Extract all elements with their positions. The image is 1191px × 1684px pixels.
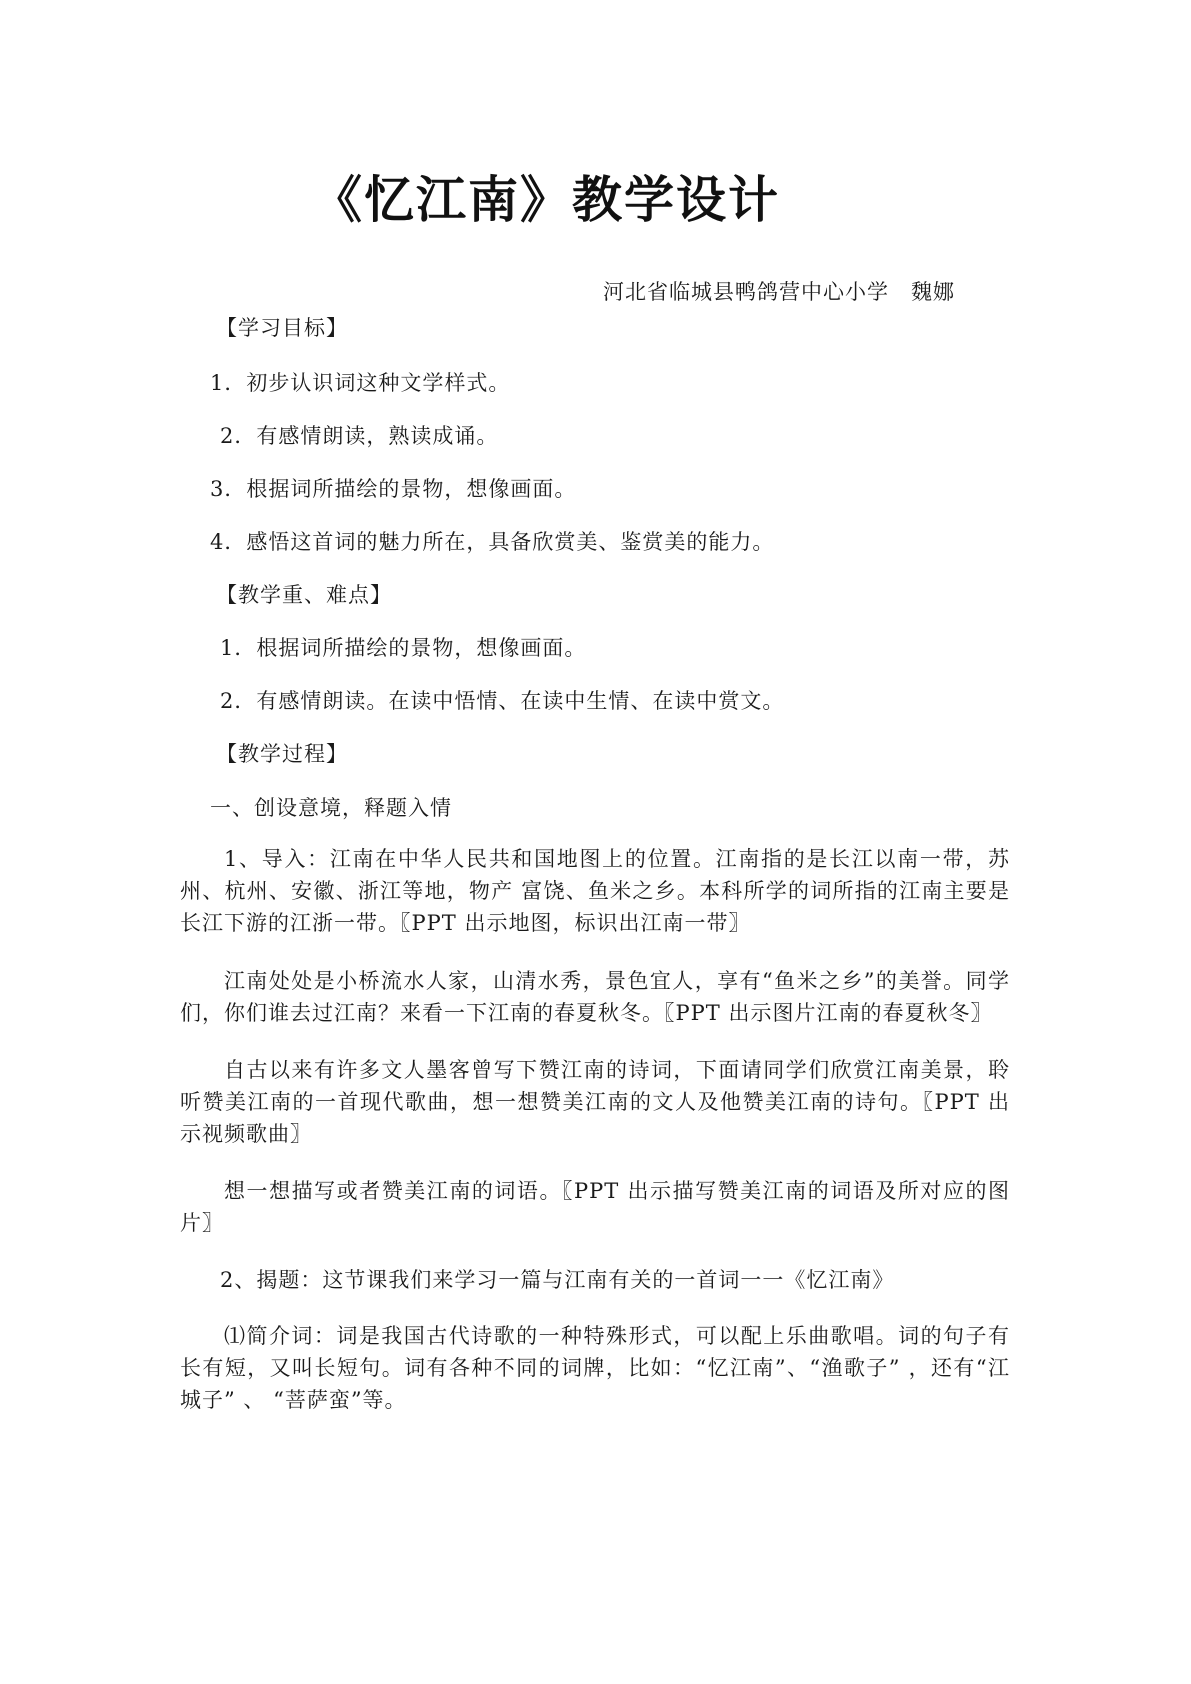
paragraph-words: 想一想描写或者赞美江南的词语。〖PPT 出示描写赞美江南的词语及所对应的图片〗: [180, 1179, 1010, 1235]
goal-item-4: 4．感悟这首词的魅力所在，具备欣赏美、鉴赏美的能力。: [210, 530, 775, 554]
goals-heading: 【学习目标】: [216, 316, 348, 340]
process-heading: 【教学过程】: [216, 742, 348, 766]
paragraph-ci-intro: ⑴简介词：词是我国古代诗歌的一种特殊形式，可以配上乐曲歌唱。词的句子有长有短，又叫长短句。词有各种不同的词牌，比如：“忆江南”、“渔歌子” ，还有“江城子” 、 “菩萨蛮”等。: [180, 1324, 1010, 1412]
key-point-item-2: 2．有感情朗读。在读中悟情、在读中生情、在读中赏文。: [220, 689, 785, 713]
paragraph-song: 自古以来有许多文人墨客曾写下赞江南的诗词，下面请同学们欣赏江南美景，聆听赞美江南的一首现代歌曲，想一想赞美江南的文人及他赞美江南的诗句。〖PPT 出示视频歌曲〗: [180, 1058, 1010, 1146]
goal-item-2: 2．有感情朗读，熟读成诵。: [220, 424, 499, 448]
author-line: 河北省临城县鸭鸽营中心小学 魏娜: [603, 280, 955, 304]
reveal-topic-line: 2、揭题：这节课我们来学习一篇与江南有关的一首词一一《忆江南》: [220, 1268, 895, 1292]
key-points-heading: 【教学重、难点】: [216, 583, 392, 607]
key-point-item-1: 1．根据词所描绘的景物，想像画面。: [220, 636, 587, 660]
process-step-1: 一、创设意境，释题入情: [210, 796, 452, 820]
document-title: 《忆江南》教学设计: [312, 171, 780, 229]
paragraph-intro-map: 1、导入：江南在中华人民共和国地图上的位置。江南指的是长江以南一带，苏州、杭州、安徽、浙江等地，物产 富饶、鱼米之乡。本科所学的词所指的江南主要是长江下游的江浙一带。〖PPT 出示地图，标识出江南一带〗: [180, 847, 1011, 935]
paragraph-seasons: 江南处处是小桥流水人家，山清水秀，景色宜人，享有“鱼米之乡”的美誉。同学们，你们谁去过江南？来看一下江南的春夏秋冬。〖PPT 出示图片江南的春夏秋冬〗: [180, 969, 1010, 1025]
goal-item-3: 3．根据词所描绘的景物，想像画面。: [210, 477, 577, 501]
goal-item-1: 1．初步认识词这种文学样式。: [210, 371, 511, 395]
